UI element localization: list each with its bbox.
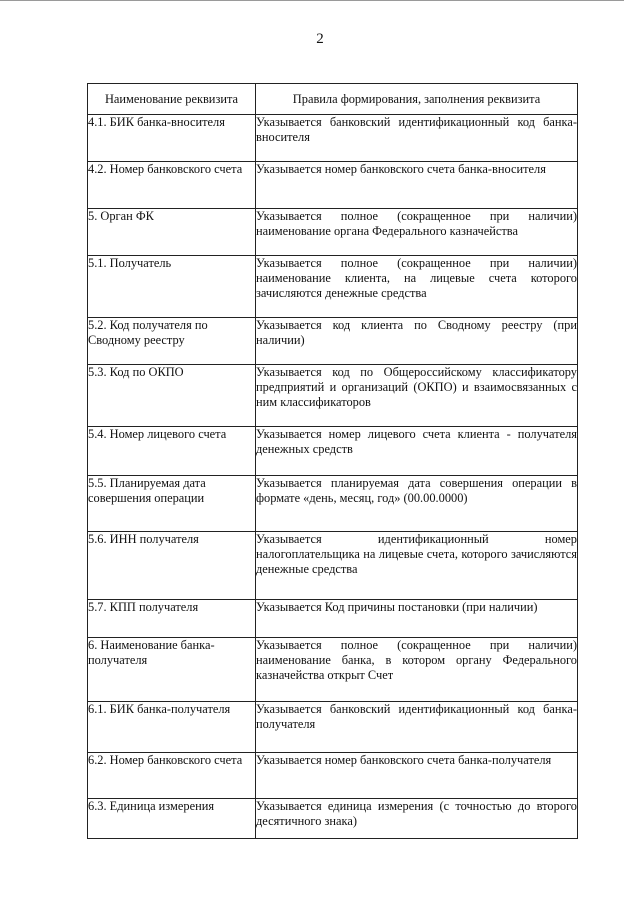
requisite-name: 5.6. ИНН получателя (88, 532, 256, 600)
table-row (88, 318, 578, 365)
requisite-rule: Указывается Код причины постановки (при наличии) (256, 600, 578, 638)
requisite-name: 6. Наименование банка-получателя (88, 638, 256, 702)
requisite-name: 5. Орган ФК (88, 209, 256, 256)
header-filling-rules: Правила формирования, заполнения реквизита (256, 84, 578, 115)
requisite-rule: Указывается идентификационный номер налогоплательщика на лицевые счета, которого зачисляются денежные средства (256, 532, 578, 600)
table-row (88, 753, 578, 799)
requisite-name: 5.2. Код получателя по Сводному реестру (88, 318, 256, 365)
requisite-name: 5.3. Код по ОКПО (88, 365, 256, 427)
table-header-row (88, 84, 578, 115)
requisite-rule: Указывается банковский идентификационный код банка-получателя (256, 702, 578, 753)
requisite-name: 6.1. БИК банка-получателя (88, 702, 256, 753)
table-row (88, 209, 578, 256)
requisite-name: 4.1. БИК банка-вносителя (88, 115, 256, 162)
table-row (88, 600, 578, 638)
requisite-name: 5.5. Планируемая дата совершения операции (88, 476, 256, 532)
requisite-name: 5.7. КПП получателя (88, 600, 256, 638)
table-row (88, 427, 578, 476)
page-number: 2 (316, 31, 324, 47)
table-row (88, 115, 578, 162)
requisite-rule: Указывается единица измерения (с точностью до второго десятичного знака) (256, 799, 578, 839)
table-row (88, 638, 578, 702)
requisite-name: 6.2. Номер банковского счета (88, 753, 256, 799)
requisite-name: 6.3. Единица измерения (88, 799, 256, 839)
requisite-rule: Указывается код клиента по Сводному реестру (при наличии) (256, 318, 578, 365)
requisites-table (87, 83, 578, 839)
requisite-rule: Указывается номер банковского счета банка-получателя (256, 753, 578, 799)
table-row (88, 476, 578, 532)
header-requisite-name: Наименование реквизита (88, 84, 256, 115)
table-row (88, 702, 578, 753)
requisite-rule: Указывается номер банковского счета банка-вносителя (256, 162, 578, 209)
requisite-rule: Указывается полное (сокращенное при наличии) наименование клиента, на лицевые счета которого зачисляются денежные средства (256, 256, 578, 318)
table-row (88, 799, 578, 839)
requisite-rule: Указывается номер лицевого счета клиента - получателя денежных средств (256, 427, 578, 476)
requisite-rule: Указывается планируемая дата совершения операции в формате «день, месяц, год» (00.00.0000) (256, 476, 578, 532)
table-row (88, 162, 578, 209)
requisite-rule: Указывается полное (сокращенное при наличии) наименование банка, в котором органу Федерального казначейства открыт Счет (256, 638, 578, 702)
top-border-line (0, 0, 624, 1)
requisite-rule: Указывается банковский идентификационный код банка-вносителя (256, 115, 578, 162)
requisite-rule: Указывается код по Общероссийскому классификатору предприятий и организаций (ОКПО) и взаимосвязанных с ним классификаторов (256, 365, 578, 427)
requisite-name: 5.1. Получатель (88, 256, 256, 318)
requisite-name: 4.2. Номер банковского счета (88, 162, 256, 209)
table-row (88, 532, 578, 600)
requisite-rule: Указывается полное (сокращенное при наличии) наименование органа Федерального казначейства (256, 209, 578, 256)
table-row (88, 256, 578, 318)
table-row (88, 365, 578, 427)
requisite-name: 5.4. Номер лицевого счета (88, 427, 256, 476)
